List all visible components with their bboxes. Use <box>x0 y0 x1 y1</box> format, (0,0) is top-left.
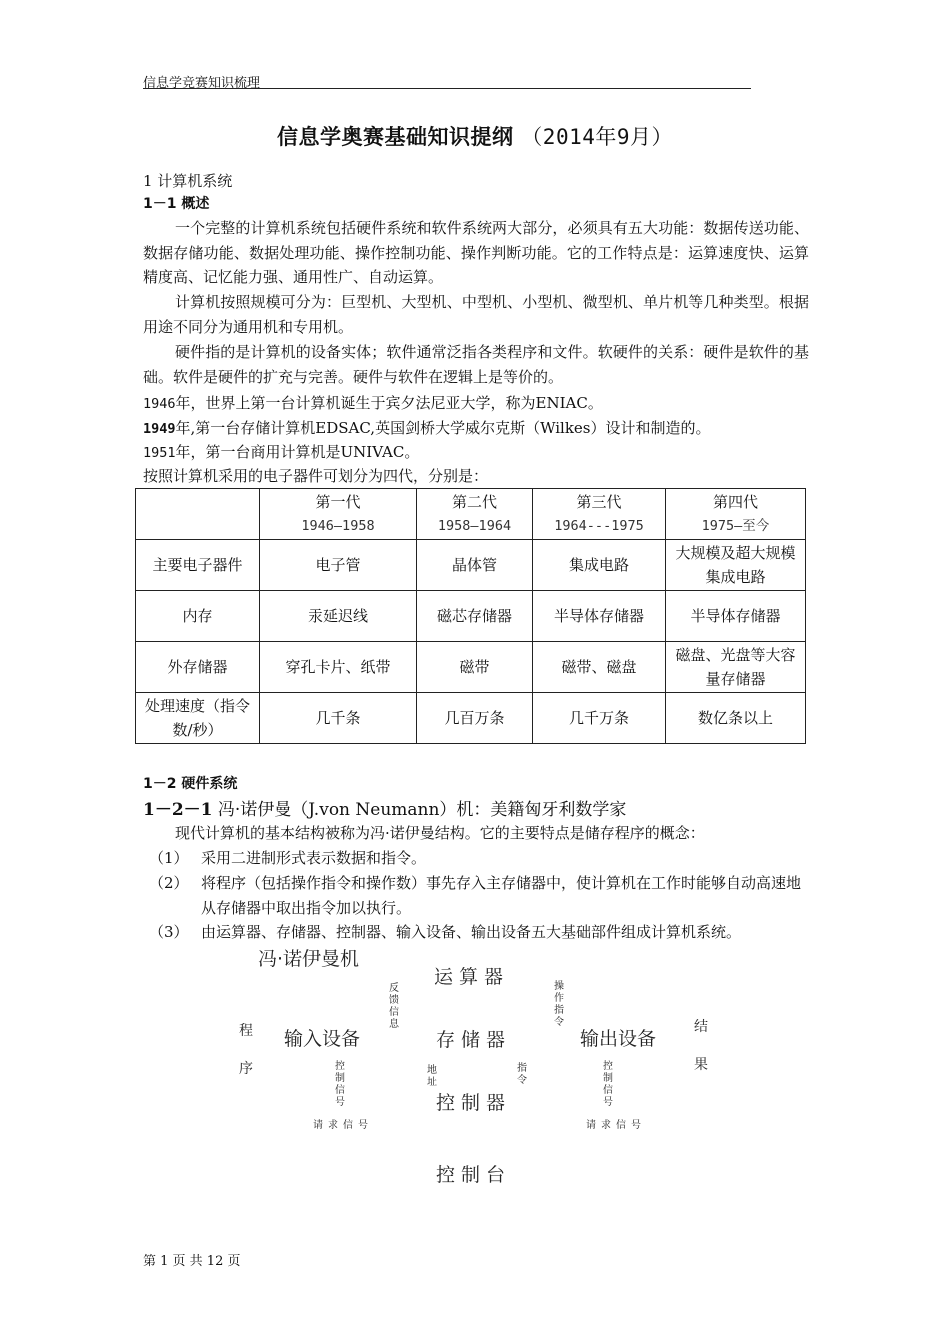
list-item: （2） 将程序（包括操作指令和操作数）事先存入主存储器中，使计算机在工作时能够自动高速地从存储器中取出指令加以执行。 <box>149 874 802 917</box>
feedback-label: 反馈信息 <box>389 983 399 1030</box>
von-neumann-intro: 现代计算机的基本结构被称为冯·诺伊曼结构。它的主要特点是储存程序的概念： <box>175 824 705 842</box>
fact-text: 年，第一台商用计算机是UNIVAC。 <box>175 443 420 461</box>
table-cell: 几百万条 <box>417 693 533 744</box>
generations-table <box>135 488 806 744</box>
fact-text: 年，世界上第一台计算机诞生于宾夕法尼亚大学，称为ENIAC。 <box>175 394 603 412</box>
document-title <box>0 121 950 151</box>
table-cell: 穿孔卡片、纸带 <box>260 642 417 693</box>
table-header-cell: 第四代 1975—至今 <box>666 489 806 540</box>
section-heading-1: 1 计算机系统 <box>143 172 233 190</box>
table-row <box>136 693 806 744</box>
result-label: 结果 <box>694 1019 708 1073</box>
row-label: 内存 <box>136 591 260 642</box>
table-cell: 大规模及超大规模集成电路 <box>666 540 806 591</box>
table-cell: 集成电路 <box>533 540 666 591</box>
fact-text: 年,第一台存储计算机EDSAC,英国剑桥大学威尔克斯（Wilkes）设计和制造的。 <box>175 419 711 437</box>
table-header-row <box>136 489 806 540</box>
header-divider <box>143 88 751 89</box>
row-label: 处理速度（指令数/秒） <box>136 693 260 744</box>
instruction-label: 指令 <box>517 1063 527 1086</box>
fact-1949 <box>143 417 711 438</box>
subsection-number: 1－2－1 <box>143 800 213 820</box>
table-cell: 几千万条 <box>533 693 666 744</box>
table-cell: 汞延迟线 <box>260 591 417 642</box>
section-heading-1-1: 1－1 概述 <box>143 196 210 212</box>
paragraph-hw-sw: 硬件指的是计算机的设备实体；软件通常泛指各类程序和文件。软硬件的关系：硬件是软件的基础。软件是硬件的扩充与完善。硬件与软件在逻辑上是等价的。 <box>143 343 809 386</box>
table-row <box>136 540 806 591</box>
table-header-cell: 第一代 1946—1958 <box>260 489 417 540</box>
request-signal-label-left: 请求信号 <box>313 1120 373 1131</box>
fact-year: 1946 <box>143 396 176 412</box>
ctrl-signal-label-right: 控制信号 <box>603 1061 613 1108</box>
address-label: 地址 <box>427 1065 437 1088</box>
title-main: 信息学奥赛基础知识提纲 <box>276 125 514 149</box>
output-device-label: 输出设备 <box>580 1028 657 1050</box>
op-instruction-label: 操作指令 <box>554 981 564 1028</box>
table-cell: 半导体存储器 <box>666 591 806 642</box>
table-cell: 数亿条以上 <box>666 693 806 744</box>
row-label: 外存储器 <box>136 642 260 693</box>
list-item: （3） 由运算器、存储器、控制器、输入设备、输出设备五大基础部件组成计算机系统。 <box>149 923 742 941</box>
table-cell: 磁芯存储器 <box>417 591 533 642</box>
table-intro: 按照计算机采用的电子器件可划分为四代，分别是： <box>143 467 489 485</box>
table-row <box>136 591 806 642</box>
title-date: （2014年9月） <box>521 125 674 149</box>
fact-year: 1949 <box>143 421 176 437</box>
request-signal-label-right: 请求信号 <box>586 1120 646 1131</box>
list-item: （1） 采用二进制形式表示数据和指令。 <box>149 849 427 867</box>
table-cell: 磁盘、光盘等大容量存储器 <box>666 642 806 693</box>
paragraph-scale: 计算机按照规模可分为：巨型机、大型机、中型机、小型机、微型机、单片机等几种类型。根据用途不同分为通用机和专用机。 <box>143 293 809 336</box>
memory-label: 存储器 <box>436 1029 512 1051</box>
table-cell: 电子管 <box>260 540 417 591</box>
table-corner-cell <box>136 489 260 540</box>
fact-year: 1951 <box>143 445 176 461</box>
table-row <box>136 642 806 693</box>
subsection-heading-1-2-1 <box>143 795 626 820</box>
console-label: 控制台 <box>436 1164 512 1186</box>
program-label: 程序 <box>239 1023 253 1077</box>
table-cell: 晶体管 <box>417 540 533 591</box>
fact-1946 <box>143 392 603 413</box>
table-cell: 磁带、磁盘 <box>533 642 666 693</box>
controller-label: 控制器 <box>436 1092 512 1114</box>
diagram-title: 冯·诺伊曼机 <box>258 948 360 970</box>
table-header-cell: 第三代 1964---1975 <box>533 489 666 540</box>
ctrl-signal-label-left: 控制信号 <box>335 1061 345 1108</box>
section-heading-1-2: 1－2 硬件系统 <box>143 776 238 792</box>
table-cell: 几千条 <box>260 693 417 744</box>
paragraph-overview: 一个完整的计算机系统包括硬件系统和软件系统两大部分，必须具有五大功能：数据传送功能、数据存储功能、数据处理功能、操作控制功能、操作判断功能。它的工作特点是：运算速度快、运算精度高、记忆能力强、通用性广、自动运算。 <box>143 219 809 286</box>
fact-1951 <box>143 441 419 462</box>
row-label: 主要电子器件 <box>136 540 260 591</box>
input-device-label: 输入设备 <box>284 1028 361 1050</box>
page-footer: 第 1 页 共 12 页 <box>143 1254 241 1269</box>
table-header-cell: 第二代 1958—1964 <box>417 489 533 540</box>
subsection-title: 冯·诺伊曼（J.von Neumann）机：美籍匈牙利数学家 <box>217 800 627 820</box>
alu-label: 运算器 <box>434 966 510 988</box>
table-cell: 半导体存储器 <box>533 591 666 642</box>
table-cell: 磁带 <box>417 642 533 693</box>
page-header: 信息学竞赛知识梳理 <box>143 76 261 91</box>
